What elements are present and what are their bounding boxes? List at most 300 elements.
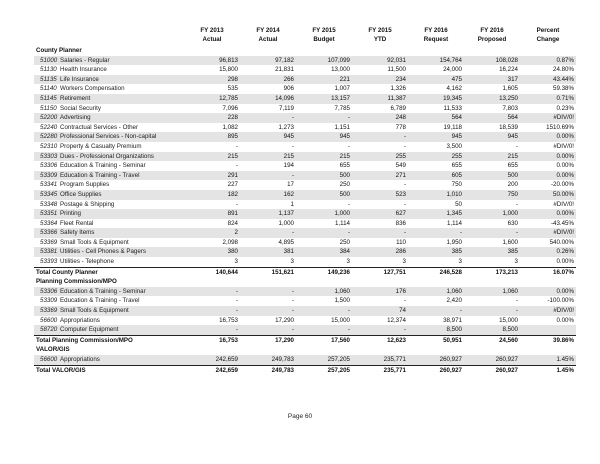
cell-fy2013-actual: - [184, 325, 240, 335]
cell-fy2016-proposed: 1,000 [464, 209, 520, 219]
cell-fy2015-ytd: 286 [352, 247, 408, 257]
cell-fy2015-budget: 257,205 [296, 355, 352, 365]
cell-percent-change: 0.00% [556, 316, 574, 324]
account-code: 53381 [40, 248, 58, 256]
cell-fy2014-actual: 1,273 [278, 123, 294, 131]
cell-percent-change: 0.87% [520, 56, 576, 66]
cell-fy2015-budget: 7,785 [334, 104, 350, 112]
cell-fy2013-actual: 12,785 [184, 94, 240, 104]
cell-percent-change: -20.00% [550, 181, 574, 189]
cell-fy2016-proposed: 108,028 [464, 56, 520, 66]
account-code: 52310 [40, 142, 58, 150]
line-item-description [34, 325, 184, 335]
cell-percent-change: 1510.69% [546, 123, 574, 131]
line-item-label: Computer Equipment [60, 326, 119, 334]
cell-fy2016-request: - [408, 306, 464, 316]
cell-fy2014-actual: 194 [283, 162, 294, 170]
column-header-fy2016-proposed: FY 2016 Proposed [477, 27, 507, 43]
line-item-label: Social Security [60, 104, 101, 112]
account-code: 51000 [40, 56, 58, 64]
table-row [34, 238, 576, 248]
cell-fy2015-budget: 1,060 [296, 287, 352, 297]
line-item-description [34, 200, 184, 210]
cell-fy2015-budget: 500 [296, 190, 352, 200]
cell-fy2013-actual: 7,096 [222, 104, 238, 112]
section-heading-row [34, 345, 576, 355]
cell-fy2015-budget: 107,099 [296, 56, 352, 66]
line-item-label: Education & Training - Travel [60, 297, 140, 305]
cell-fy2014-actual: - [240, 113, 296, 123]
cell-fy2013-actual: 242,659 [184, 365, 240, 375]
cell-fy2014-actual: 1,137 [240, 209, 296, 219]
account-code: 53309 [40, 171, 58, 179]
cell-fy2015-budget: 500 [296, 171, 352, 181]
column-header-fy2016-request: FY 2016 Request [423, 27, 449, 43]
line-item-label: Professional Services - Non-capital [60, 133, 157, 141]
cell-fy2015-budget: 13,157 [296, 94, 352, 104]
account-code: 53306 [40, 162, 58, 170]
cell-percent-change [520, 325, 576, 335]
table-row [34, 355, 576, 365]
cell-fy2015-ytd: 248 [352, 113, 408, 123]
column-header-fy2015-budget: FY 2015 Budget [312, 27, 336, 43]
total-label: Total Planning Commission/MPO [34, 335, 184, 345]
line-item-label: Workers Compensation [60, 85, 125, 93]
cell-fy2014-actual: - [291, 297, 294, 305]
cell-fy2016-proposed: 1,605 [502, 85, 518, 93]
line-item-description [34, 132, 184, 142]
cell-fy2016-proposed: 564 [464, 113, 520, 123]
cell-fy2015-ytd: - [352, 132, 408, 142]
cell-fy2013-actual: 227 [227, 181, 238, 189]
line-item-description [34, 84, 184, 94]
table-row [34, 247, 576, 257]
table-row [34, 161, 576, 171]
line-item-label: Retirement [60, 94, 91, 102]
cell-fy2016-proposed: - [464, 228, 520, 238]
column-header-row [34, 27, 576, 46]
cell-fy2015-budget: 1,114 [334, 219, 350, 227]
cell-fy2015-budget: 1,000 [296, 209, 352, 219]
cell-fy2016-proposed: 15,000 [499, 316, 518, 324]
table-body [34, 46, 576, 375]
cell-fy2013-actual: 298 [184, 75, 240, 85]
account-code: 51140 [40, 85, 57, 93]
cell-fy2015-budget: 3 [346, 258, 350, 266]
line-item-description [34, 94, 184, 104]
table-row [34, 113, 576, 123]
line-item-description [34, 355, 184, 365]
cell-fy2016-request: 4,162 [446, 85, 462, 93]
cell-fy2016-proposed: 1,060 [464, 287, 520, 297]
cell-fy2014-actual: 97,182 [240, 56, 296, 66]
cell-fy2014-actual: 151,621 [240, 267, 296, 277]
account-code: 56600 [40, 356, 58, 363]
cell-fy2016-request: 1,060 [408, 287, 464, 297]
line-item-description [34, 316, 184, 326]
cell-fy2015-ytd: 1,326 [390, 85, 406, 93]
cell-fy2015-ytd: 778 [395, 123, 406, 131]
cell-fy2016-proposed: 13,250 [464, 94, 520, 104]
cell-percent-change: #DIV/0! [520, 228, 576, 238]
column-header-percent-change: Percent Change [536, 27, 560, 43]
cell-fy2016-proposed: 317 [464, 75, 520, 85]
line-item-label: Office Supplies [60, 190, 102, 198]
cell-fy2014-actual: - [240, 228, 296, 238]
cell-fy2016-proposed: 173,213 [464, 267, 520, 277]
line-item-description [34, 190, 184, 200]
cell-fy2014-actual: 17 [287, 181, 294, 189]
cell-fy2015-ytd: 11,500 [387, 66, 406, 74]
line-item-label: Small Tools & Equipment [60, 238, 129, 246]
cell-fy2014-actual: 906 [283, 85, 294, 93]
cell-fy2015-ytd: 235,771 [352, 355, 408, 365]
line-item-label: Education & Training - Seminar [60, 162, 146, 170]
cell-fy2016-proposed: 385 [464, 247, 520, 257]
cell-fy2013-actual: 891 [184, 209, 240, 219]
cell-fy2014-actual: 1,000 [278, 219, 294, 227]
cell-fy2015-budget: 945 [296, 132, 352, 142]
cell-fy2015-ytd: - [403, 200, 406, 208]
cell-fy2016-request: 24,000 [443, 66, 462, 74]
cell-percent-change: 0.00% [520, 209, 576, 219]
line-item-label: Appropriations [60, 356, 100, 363]
table-row [34, 219, 576, 229]
account-code: 56600 [40, 316, 58, 324]
cell-fy2014-actual: - [240, 325, 296, 335]
cell-fy2015-ytd: - [352, 325, 408, 335]
cell-percent-change: -43.45% [550, 219, 574, 227]
cell-fy2016-request: 19,118 [443, 123, 462, 131]
table-row [34, 190, 576, 200]
account-code: 53341 [40, 181, 58, 189]
cell-fy2015-budget: 13,000 [331, 66, 350, 74]
cell-fy2016-proposed: 500 [464, 171, 520, 181]
cell-fy2016-proposed: 200 [507, 181, 518, 189]
table-row [34, 200, 576, 210]
line-item-label: Appropriations [60, 316, 100, 324]
cell-fy2013-actual: 824 [227, 219, 238, 227]
cell-fy2014-actual: 17,290 [275, 316, 294, 324]
cell-fy2016-proposed: - [515, 200, 518, 208]
line-item-description [34, 152, 184, 162]
cell-percent-change: 50.00% [520, 190, 576, 200]
cell-fy2016-request: 154,764 [408, 56, 464, 66]
cell-fy2015-budget: - [296, 325, 352, 335]
account-code: 53306 [40, 287, 58, 295]
cell-fy2015-ytd: 549 [395, 162, 406, 170]
cell-fy2015-ytd: 255 [352, 152, 408, 162]
cell-fy2015-budget: 17,560 [296, 335, 352, 345]
cell-percent-change: 59.38% [553, 85, 574, 93]
line-item-description [34, 287, 184, 297]
cell-percent-change: 0.23% [556, 104, 574, 112]
total-label: Total County Planner [34, 267, 184, 277]
cell-fy2015-ytd: - [403, 297, 406, 305]
table-row [34, 94, 576, 104]
table-row [34, 84, 576, 94]
cell-fy2016-proposed: 655 [507, 162, 518, 170]
total-row [34, 335, 576, 345]
line-item-label: Salaries - Regular [60, 56, 110, 64]
cell-fy2016-request: 3,500 [446, 142, 462, 150]
line-item-description [34, 296, 184, 306]
cell-fy2014-actual: 7,119 [278, 104, 294, 112]
line-item-label: Utilities - Telephone [60, 258, 114, 266]
cell-fy2015-ytd: 92,031 [352, 56, 408, 66]
table-row [34, 306, 576, 316]
cell-fy2014-actual: 3 [290, 258, 294, 266]
cell-percent-change: 0.26% [520, 247, 576, 257]
cell-percent-change: 1.45% [520, 355, 576, 365]
cell-fy2013-actual: 3 [234, 258, 238, 266]
cell-fy2014-actual: 266 [240, 75, 296, 85]
line-item-label: Program Supplies [60, 181, 110, 189]
cell-fy2014-actual: 162 [240, 190, 296, 200]
cell-fy2014-actual: 249,783 [240, 355, 296, 365]
cell-fy2013-actual: 215 [184, 152, 240, 162]
cell-percent-change: 16.07% [520, 267, 576, 277]
cell-fy2015-budget: - [296, 306, 352, 316]
line-item-label: Life Insurance [60, 75, 99, 83]
cell-fy2014-actual: - [240, 287, 296, 297]
account-code: 58720 [40, 326, 58, 334]
cell-fy2016-proposed: 215 [464, 152, 520, 162]
line-item-description [34, 104, 184, 114]
cell-fy2015-budget: - [347, 200, 350, 208]
line-item-description [34, 142, 184, 152]
line-item-description [34, 123, 184, 133]
cell-fy2013-actual: 380 [184, 247, 240, 257]
cell-percent-change: 24.80% [553, 66, 574, 74]
cell-fy2016-request: 11,533 [443, 104, 462, 112]
cell-fy2016-request: 260,927 [408, 365, 464, 375]
cell-fy2015-ytd: 12,374 [387, 316, 406, 324]
cell-fy2015-budget: - [296, 113, 352, 123]
cell-fy2016-request: 246,528 [408, 267, 464, 277]
cell-fy2016-proposed: 24,560 [464, 335, 520, 345]
cell-fy2016-request: 945 [408, 132, 464, 142]
cell-fy2015-budget: 384 [296, 247, 352, 257]
cell-percent-change: 0.00% [520, 152, 576, 162]
cell-fy2014-actual: 215 [240, 152, 296, 162]
account-code: 52240 [40, 123, 58, 131]
table-row [34, 180, 576, 190]
cell-percent-change: 540.00% [549, 238, 574, 246]
cell-fy2015-ytd: - [352, 228, 408, 238]
cell-fy2015-ytd: 11,387 [352, 94, 408, 104]
line-item-description [34, 171, 184, 181]
cell-percent-change: 0.71% [520, 94, 576, 104]
cell-fy2016-proposed: 3 [514, 258, 518, 266]
account-code: 51150 [40, 104, 57, 112]
line-item-label: Postage & Shipping [60, 200, 115, 208]
line-item-description [34, 228, 184, 238]
table-row [34, 142, 576, 152]
line-item-label: Property & Casualty Premium [60, 142, 142, 150]
line-item-description [34, 247, 184, 257]
cell-percent-change: 1.45% [520, 365, 576, 375]
total-label: Total VALOR/GIS [34, 365, 184, 375]
table-row [34, 132, 576, 142]
section-heading: County Planner [36, 47, 82, 54]
section-heading: VALOR/GIS [36, 346, 70, 354]
cell-fy2015-ytd: 627 [352, 209, 408, 219]
cell-fy2016-request: 2,420 [446, 297, 462, 305]
line-item-label: Advertising [60, 114, 91, 122]
cell-fy2016-proposed: 16,224 [499, 66, 518, 74]
line-item-label: Printing [60, 210, 81, 218]
cell-fy2014-actual: 945 [240, 132, 296, 142]
cell-percent-change: #DIV/0! [553, 200, 574, 208]
cell-fy2013-actual: 15,800 [219, 66, 238, 74]
cell-fy2013-actual: 2 [184, 228, 240, 238]
cell-fy2013-actual: 16,753 [184, 335, 240, 345]
cell-fy2016-proposed: 1,600 [502, 238, 518, 246]
table-row [34, 296, 576, 306]
line-item-label: Utilities - Cell Phones & Pagers [60, 248, 146, 256]
section-heading-row [34, 277, 576, 287]
account-code: 52280 [40, 133, 58, 141]
cell-fy2013-actual: 2,098 [222, 238, 238, 246]
cell-fy2015-ytd: 110 [396, 238, 406, 246]
page-number: Page 60 [287, 413, 313, 420]
account-code: 53364 [40, 219, 58, 227]
cell-fy2016-proposed: - [515, 142, 518, 150]
cell-fy2015-ytd: 234 [352, 75, 408, 85]
cell-fy2016-proposed: 260,927 [464, 365, 520, 375]
cell-fy2014-actual: 21,831 [275, 66, 294, 74]
account-code: 53303 [40, 152, 58, 160]
table-row [34, 171, 576, 181]
column-header-fy2014-actual: FY 2014 Actual [256, 27, 280, 43]
cell-fy2015-budget: 215 [296, 152, 352, 162]
line-item-label: Education & Training - Travel [60, 171, 140, 179]
cell-fy2016-request: 260,927 [408, 355, 464, 365]
cell-fy2015-budget: 250 [339, 238, 350, 246]
total-row [34, 365, 576, 375]
cell-fy2015-ytd: 235,771 [352, 365, 408, 375]
cell-fy2016-request: 1,114 [446, 219, 462, 227]
cell-fy2016-proposed: 18,539 [499, 123, 518, 131]
account-code: 53351 [40, 210, 58, 218]
table-row [34, 56, 576, 66]
line-item-description [34, 113, 184, 123]
cell-fy2015-budget: 1,151 [334, 123, 350, 131]
cell-fy2015-budget: 257,205 [296, 365, 352, 375]
line-item-description [34, 306, 184, 316]
cell-fy2016-request: 1,950 [446, 238, 462, 246]
cell-fy2016-proposed: 630 [507, 219, 518, 227]
line-item-description [34, 238, 184, 248]
cell-fy2016-request: 50 [455, 200, 462, 208]
line-item-description [34, 219, 184, 229]
cell-fy2015-ytd: 176 [352, 287, 408, 297]
cell-fy2013-actual: 1,082 [222, 123, 238, 131]
line-item-label: Contractual Services - Other [60, 123, 139, 131]
budget-table [34, 27, 576, 375]
cell-fy2015-budget: 1,007 [334, 85, 350, 93]
cell-fy2016-request: 385 [408, 247, 464, 257]
cell-fy2016-request: 1,345 [408, 209, 464, 219]
cell-fy2015-ytd: 3 [402, 258, 406, 266]
table-row [34, 325, 576, 335]
line-item-description [34, 75, 184, 85]
cell-fy2016-proposed: 260,927 [464, 355, 520, 365]
cell-fy2013-actual: - [235, 142, 238, 150]
cell-percent-change: -100.00% [547, 297, 574, 305]
cell-fy2016-request: 475 [408, 75, 464, 85]
cell-fy2013-actual: 140,644 [184, 267, 240, 277]
line-item-description [34, 180, 184, 190]
cell-fy2014-actual: - [291, 142, 294, 150]
cell-fy2016-request: 50,951 [408, 335, 464, 345]
cell-fy2016-request: 38,971 [443, 316, 462, 324]
cell-fy2013-actual: 182 [184, 190, 240, 200]
cell-fy2015-ytd: 523 [352, 190, 408, 200]
account-code: 53348 [40, 200, 58, 208]
line-item-description [34, 209, 184, 219]
cell-fy2016-proposed: 750 [464, 190, 520, 200]
line-item-label: Education & Training - Seminar [60, 287, 146, 295]
column-header-fy2015-ytd: FY 2015 YTD [368, 27, 392, 43]
cell-fy2013-actual: 291 [184, 171, 240, 181]
line-item-label: Dues - Professional Organizations [60, 152, 154, 160]
cell-fy2015-budget: 655 [339, 162, 350, 170]
cell-fy2015-ytd: 127,751 [352, 267, 408, 277]
table-row [34, 209, 576, 219]
cell-fy2014-actual: 17,290 [240, 335, 296, 345]
account-code: 53393 [40, 258, 58, 266]
cell-fy2013-actual: 895 [184, 132, 240, 142]
cell-fy2013-actual: 535 [227, 85, 238, 93]
cell-fy2015-budget: - [347, 142, 350, 150]
table-row [34, 65, 576, 75]
cell-fy2016-proposed: 945 [464, 132, 520, 142]
line-item-label: Safety Items [60, 229, 95, 237]
cell-fy2015-ytd: - [403, 181, 406, 189]
cell-percent-change: 43.44% [520, 75, 576, 85]
cell-fy2016-request: 8,500 [408, 325, 464, 335]
cell-fy2013-actual: 16,753 [219, 316, 238, 324]
cell-fy2016-request: 605 [408, 171, 464, 181]
cell-fy2016-request: 564 [408, 113, 464, 123]
cell-fy2016-request: 255 [408, 152, 464, 162]
cell-fy2016-proposed: 8,500 [464, 325, 520, 335]
cell-fy2014-actual: - [240, 171, 296, 181]
cell-fy2013-actual: 228 [184, 113, 240, 123]
cell-fy2014-actual: 381 [240, 247, 296, 257]
table-row [34, 123, 576, 133]
account-code: 51135 [40, 75, 57, 83]
cell-fy2015-ytd: 12,623 [352, 335, 408, 345]
cell-percent-change: 39.86% [520, 335, 576, 345]
column-header-fy2013-actual: FY 2013 Actual [200, 27, 224, 43]
cell-percent-change: 0.00% [520, 171, 576, 181]
table-row [34, 152, 576, 162]
cell-fy2013-actual: - [235, 162, 238, 170]
cell-fy2014-actual: - [240, 306, 296, 316]
section-heading: Planning Commission/MPO [36, 278, 117, 286]
line-item-description [34, 161, 184, 171]
cell-fy2014-actual: 14,096 [240, 94, 296, 104]
cell-percent-change: 0.00% [520, 132, 576, 142]
cell-fy2015-budget: 221 [296, 75, 352, 85]
cell-fy2013-actual: - [184, 306, 240, 316]
cell-fy2015-ytd: - [403, 142, 406, 150]
cell-fy2016-request: 3 [458, 258, 462, 266]
account-code: 51145 [40, 94, 57, 102]
